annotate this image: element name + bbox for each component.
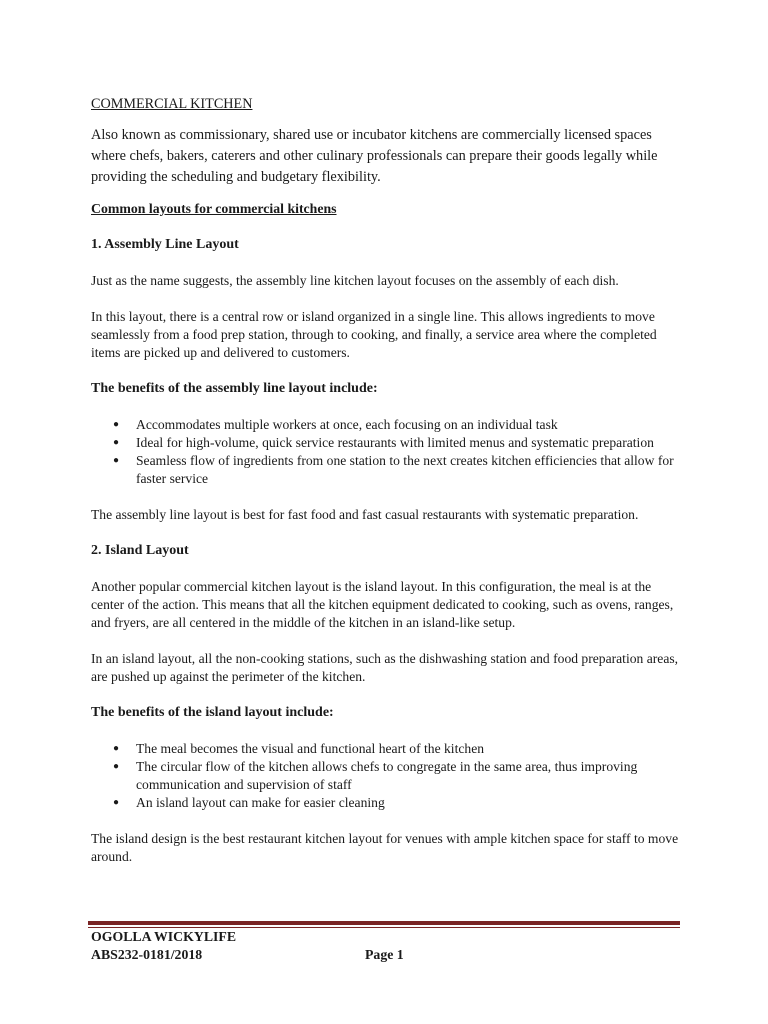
page-number: Page 1 xyxy=(365,947,404,962)
list-item: ● The meal becomes the visual and functional heart of the kitchen xyxy=(113,741,485,756)
island-heading: 2. Island Layout xyxy=(91,543,189,558)
document-body xyxy=(91,95,681,884)
island-para-2: In an island layout, all the non-cooking stations, such as the dishwashing station and food preparation areas, are pushed up against the perimeter of the kitchen. xyxy=(91,651,679,684)
page-footer xyxy=(91,928,681,964)
list-item: ● Ideal for high-volume, quick service restaurants with limited menus and systematic preparation xyxy=(113,435,654,450)
assembly-para-1: Just as the name suggests, the assembly line kitchen layout focuses on the assembly of each dish. xyxy=(91,273,619,288)
bullet-dot-icon: ● xyxy=(113,797,120,808)
intro-paragraph: Also known as commissionary, shared use or incubator kitchens are commercially licensed spaces where chefs, bakers, caterers and other culinary professionals can prepare their goods legally while providing the scheduling and budgetary flexibility. xyxy=(91,127,658,185)
list-item: ● The circular flow of the kitchen allows chefs to congregate in the same area, thus improving communication and supervision of staff xyxy=(113,759,638,792)
list-item: ● Seamless flow of ingredients from one station to the next creates kitchen efficiencies that allow for faster service xyxy=(113,453,674,486)
bullet-dot-icon: ● xyxy=(113,761,120,772)
bullet-dot-icon: ● xyxy=(113,437,120,448)
assembly-benefits-list xyxy=(91,416,681,488)
footer-author: OGOLLA WICKYLIFE xyxy=(91,929,237,944)
bullet-dot-icon: ● xyxy=(113,455,120,466)
list-item: ● Accommodates multiple workers at once, each focusing on an individual task xyxy=(113,417,558,432)
footer-reg-no: ABS232-0181/2018 xyxy=(91,947,203,962)
island-summary: The island design is the best restaurant kitchen layout for venues with ample kitchen space for staff to move around. xyxy=(91,831,679,864)
assembly-para-2: In this layout, there is a central row or island organized in a single line. This allows ingredients to move seamlessly from a food prep station, through to cooking, and finally, a service area where the completed items are picked up and delivered to customers. xyxy=(91,309,657,360)
island-benefits-heading: The benefits of the island layout include: xyxy=(91,705,334,720)
assembly-heading: 1. Assembly Line Layout xyxy=(91,237,239,252)
bullet-dot-icon: ● xyxy=(113,419,120,430)
list-item: ● An island layout can make for easier cleaning xyxy=(113,795,385,810)
footer-rule-thick xyxy=(88,921,680,925)
assembly-summary: The assembly line layout is best for fast food and fast casual restaurants with systematic preparation. xyxy=(91,507,639,522)
assembly-benefits-heading: The benefits of the assembly line layout include: xyxy=(91,381,378,396)
island-benefits-list xyxy=(91,740,681,812)
bullet-dot-icon: ● xyxy=(113,743,120,754)
document-title: COMMERCIAL KITCHEN xyxy=(91,96,253,112)
island-para-1: Another popular commercial kitchen layout is the island layout. In this configuration, the meal is at the center of the action. This means that all the kitchen equipment dedicated to cooking, such as ovens, ranges, and fryers, are all centered in the middle of the kitchen in an island-like setup. xyxy=(91,579,674,630)
common-layouts-heading: Common layouts for commercial kitchens xyxy=(91,201,337,216)
